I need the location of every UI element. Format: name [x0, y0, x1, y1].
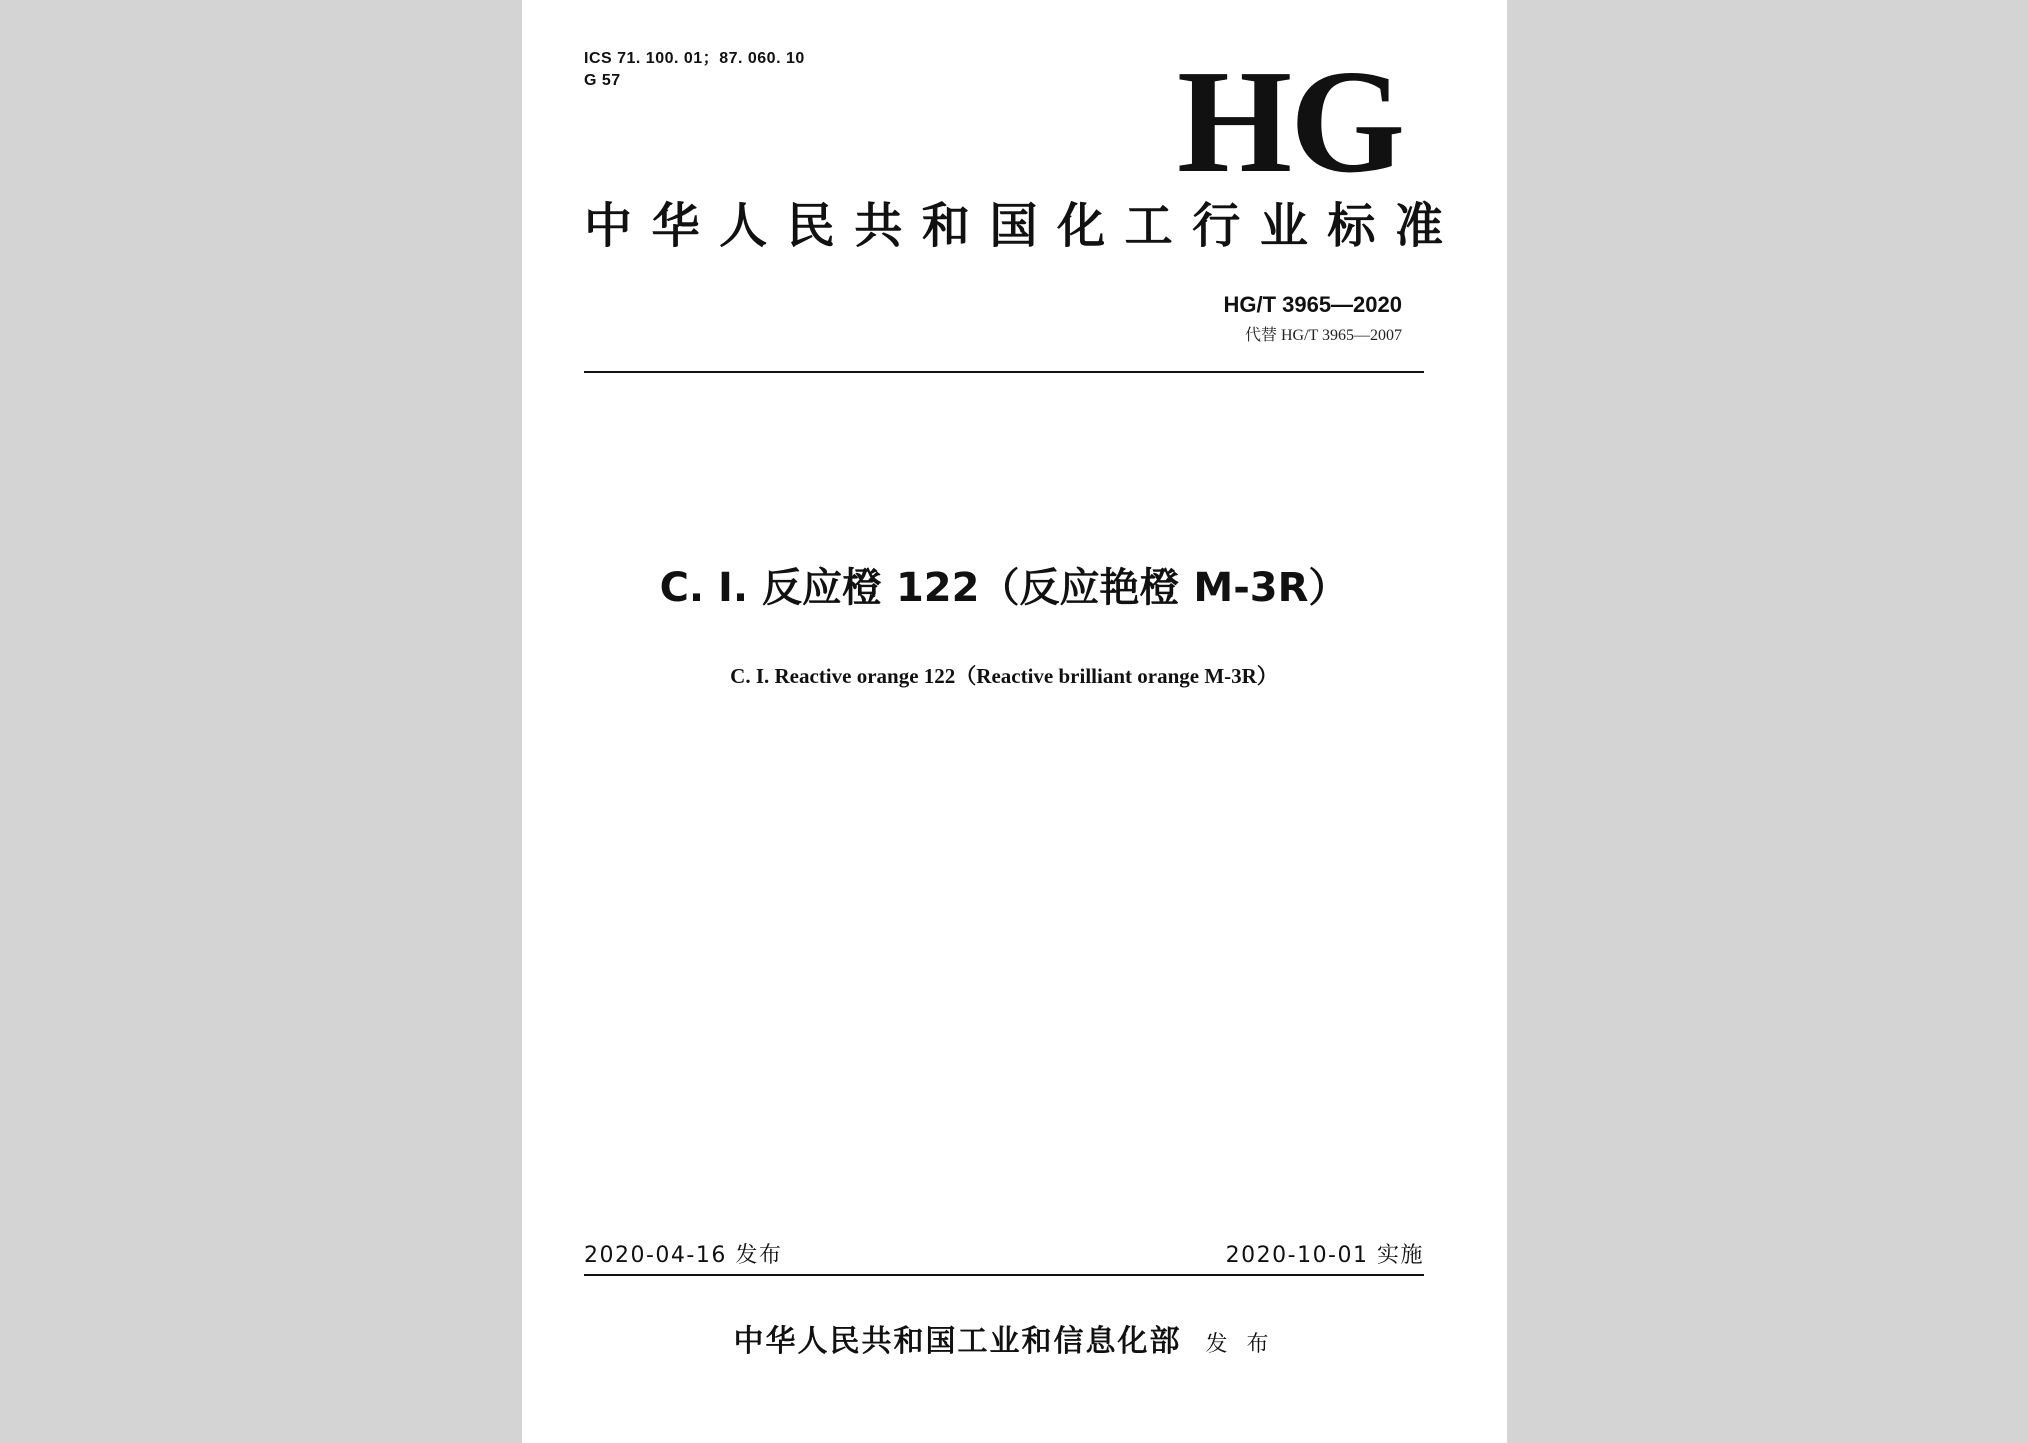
- footer-divider: [584, 1274, 1424, 1276]
- classification-codes: [584, 48, 805, 92]
- hg-logo: HG: [1177, 40, 1404, 204]
- ccs-code: G 57: [584, 72, 621, 89]
- publisher-line: [584, 1322, 1424, 1366]
- ics-code: ICS 71. 100. 01；87. 060. 10: [584, 50, 805, 67]
- publisher-action: 发 布: [1205, 1332, 1275, 1357]
- replaces-standard: 代替 HG/T 3965—2007: [1244, 327, 1402, 344]
- document-page: [522, 0, 1507, 1443]
- publisher-name: 中华人民共和国工业和信息化部: [733, 1324, 1182, 1359]
- title-english: C. I. Reactive orange 122（Reactive brilliant orange M-3R）: [730, 664, 1278, 688]
- header-divider: [584, 371, 1424, 373]
- implementation-date: 2020-10-01 实施: [1225, 1243, 1424, 1268]
- standard-number: HG/T 3965—2020: [1223, 292, 1402, 317]
- title-chinese: C. I. 反应橙 122（反应艳橙 M-3R）: [659, 565, 1349, 611]
- organization-title: 中华人民共和国化工行业标准: [584, 198, 1446, 254]
- issue-date: 2020-04-16 发布: [584, 1243, 783, 1268]
